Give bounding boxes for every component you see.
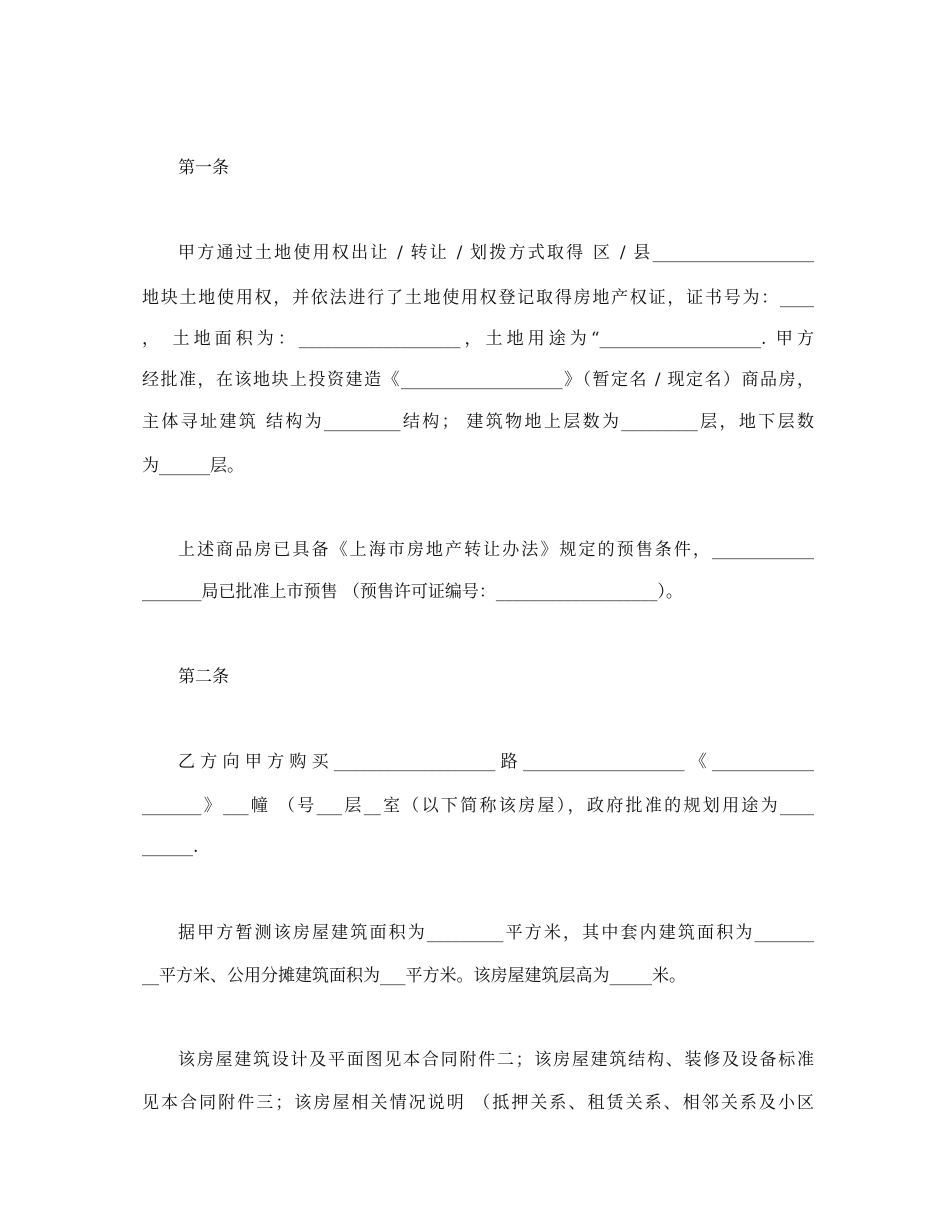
- article-1-para-2-line-1: 上述商品房已具备《上海市房地产转让办法》规定的预售条件，____________: [178, 540, 814, 560]
- article-1-para-1-line-1: 甲方通过土地使用权出让 / 转让 / 划拨方式取得 区 / 县___________________: [178, 243, 814, 263]
- article-1-heading: 第一条: [178, 158, 229, 178]
- article-1-para-1-line-4: 经批准，在该地块上投资建造《___________________》（暂定名 / 现定名）商品房，: [142, 370, 814, 390]
- article-2-heading: 第二条: [178, 667, 229, 687]
- article-1-para-1-line-6: 为______层。: [142, 456, 244, 476]
- article-2-para-3-line-2: 见本合同附件三；该房屋相关情况说明 （抵押关系、租赁关系、相邻关系及小区: [142, 1093, 814, 1113]
- article-2-para-1-line-2: _______》___幢 （号___层__室（以下简称该房屋），政府批准的规划用途为____: [142, 796, 814, 816]
- article-1-para-1-line-3: ， 土地面积为：___________________，土地用途为“___________________. 甲方: [142, 329, 814, 349]
- article-1-para-2-line-2: _______局已批准上市预售 （预售许可证编号：___________________）。: [142, 582, 683, 602]
- article-2-para-1-line-1: 乙方向甲方购买___________________路___________________《____________: [178, 752, 814, 772]
- article-1-para-1-line-2: 地块土地使用权，并依法进行了土地使用权登记取得房地产权证，证书号为：____: [142, 288, 814, 308]
- article-2-para-3-line-1: 该房屋建筑设计及平面图见本合同附件二；该房屋建筑结构、装修及设备标准: [178, 1050, 814, 1070]
- article-2-para-2-line-2: __平方米、公用分摊建筑面积为___平方米。该房屋建筑层高为_____米。: [142, 966, 686, 986]
- article-1-para-1-line-5: 主体寻址建筑 结构为_________结构； 建筑物地上层数为_________层，地下层数: [142, 412, 814, 432]
- article-2-para-1-line-3: ______.: [142, 837, 199, 857]
- article-2-para-2-line-1: 据甲方暂测该房屋建筑面积为_________平方米，其中套内建筑面积为_______: [178, 923, 814, 943]
